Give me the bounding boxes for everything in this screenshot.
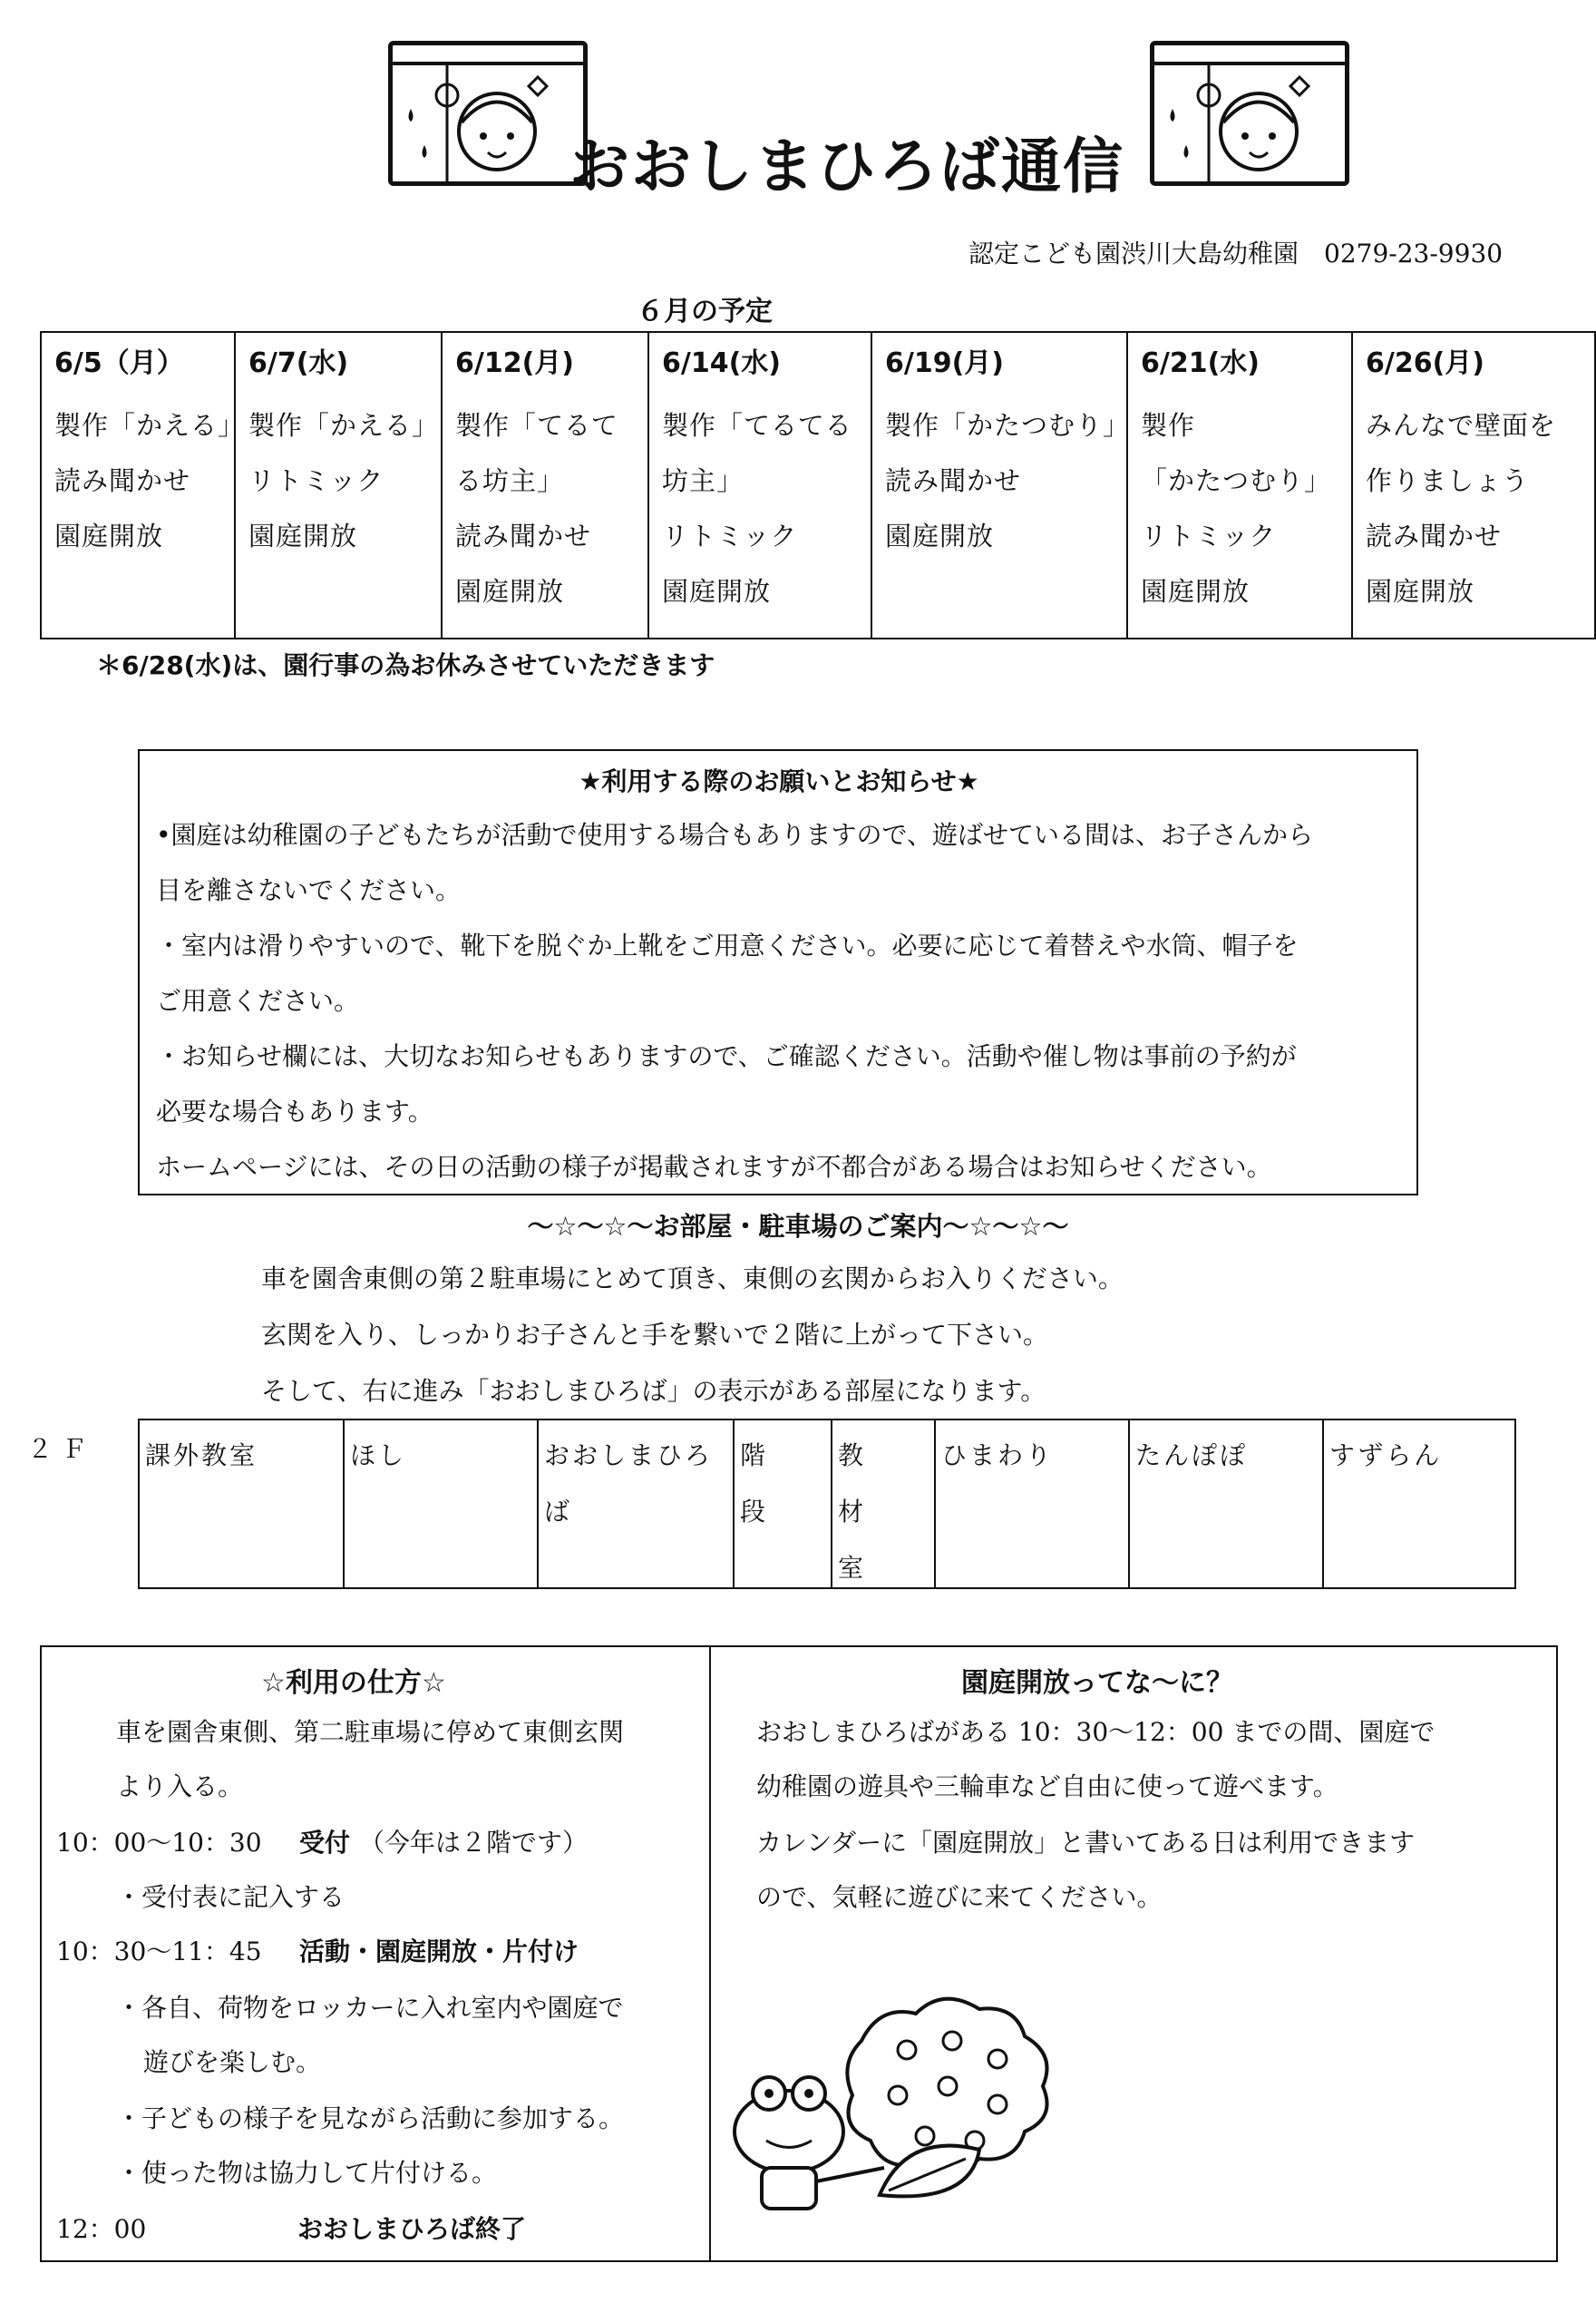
notice-title: ★利用する際のお願いとお知らせ★ xyxy=(579,766,979,796)
frog-hydrangea-illustration xyxy=(725,1986,1106,2222)
schedule-date: 6/14(水) xyxy=(662,347,782,379)
room-cell: 教材室 xyxy=(832,1420,936,1587)
schedule-item: 園庭開放 xyxy=(1366,576,1475,607)
schedule-item: 製作「かえる」 xyxy=(54,410,246,441)
newsletter-title: おおしまひろば通信 xyxy=(569,132,1124,201)
usage-title: ☆利用の仕方☆ xyxy=(261,1667,446,1699)
room-cell: 階段 xyxy=(735,1420,832,1587)
schedule-item: 製作「かえる」 xyxy=(248,410,440,441)
usage-intro: 車を園舎東側、第二駐車場に停めて東側玄関 xyxy=(116,1717,625,1747)
notice-line: ホームページには、その日の活動の様子が掲載されますが不都合がある場合はお知らせください。 xyxy=(156,1152,1272,1182)
room-cell: すずらん xyxy=(1329,1440,1443,1470)
window-girl-illustration-right xyxy=(1150,41,1349,186)
schedule-item: 園庭開放 xyxy=(662,576,772,607)
notice-line: 目を離さないでください。 xyxy=(156,875,462,905)
schedule-item: 坊主」 xyxy=(662,465,744,496)
floor-label: ２Ｆ xyxy=(27,1434,97,1464)
reception-note: （今年は２階です） xyxy=(359,1828,589,1858)
schedule-date: 6/5（月） xyxy=(54,347,184,379)
reception-label: 受付 xyxy=(299,1828,351,1858)
activity-sub: 遊びを楽しむ。 xyxy=(143,2047,322,2077)
schedule-item: リトミック xyxy=(662,521,798,551)
reception-time: 10：00〜10：30 xyxy=(56,1828,262,1858)
schedule-item: リトミック xyxy=(248,465,384,496)
organization-contact: 認定こども園渋川大島幼稚園 0279-23-9930 xyxy=(968,239,1504,268)
schedule-item: 「かたつむり」 xyxy=(1141,465,1332,496)
schedule-item: 読み聞かせ xyxy=(885,465,1022,496)
guide-line: 車を園舎東側の第２駐車場にとめて頂き、東側の玄関からお入りください。 xyxy=(261,1263,1124,1293)
schedule-item: 園庭開放 xyxy=(1141,576,1251,607)
schedule-item: 製作「てるて xyxy=(455,410,618,441)
guide-line: そして、右に進み「おおしまひろば」の表示がある部屋になります。 xyxy=(261,1376,1046,1406)
schedule-item: る坊主」 xyxy=(455,465,565,496)
activity-sub: ・使った物は協力して片付ける。 xyxy=(116,2158,498,2188)
schedule-item: リトミック xyxy=(1141,521,1277,551)
schedule-date: 6/7(水) xyxy=(248,347,349,379)
notice-line: ・室内は滑りやすいので、靴下を脱ぐか上靴をご用意ください。必要に応じて着替えや水筒、帽子を xyxy=(156,931,1299,961)
schedule-date: 6/12(月) xyxy=(455,347,575,379)
floor-map-table xyxy=(138,1419,1516,1589)
schedule-item: 読み聞かせ xyxy=(1366,521,1503,551)
garden-line: ので、気軽に遊びに来てください。 xyxy=(756,1882,1163,1912)
schedule-day xyxy=(649,333,872,638)
notice-box xyxy=(138,749,1418,1195)
schedule-table xyxy=(40,331,1596,639)
schedule-day xyxy=(1353,333,1594,638)
schedule-day xyxy=(42,333,246,638)
schedule-day xyxy=(1128,333,1353,638)
closure-note: ＊6/28(水)は、園行事の為お休みさせていただきます xyxy=(96,650,715,680)
activity-label: 活動・園庭開放・片付け xyxy=(299,1937,579,1966)
window-girl-illustration-left xyxy=(388,41,588,186)
notice-line: •園庭は幼稚園の子どもたちが活動で使用する場合もありますので、遊ばせている間は、お子さんから xyxy=(156,820,1313,850)
schedule-item: 読み聞かせ xyxy=(455,521,592,551)
schedule-date: 6/26(月) xyxy=(1366,347,1485,379)
schedule-item: 園庭開放 xyxy=(885,521,995,551)
schedule-date: 6/19(月) xyxy=(885,347,1005,379)
room-cell: ひまわり xyxy=(936,1420,1130,1587)
schedule-item: 園庭開放 xyxy=(455,576,565,607)
room-cell: 課外教室 xyxy=(140,1420,345,1587)
notice-line: ご用意ください。 xyxy=(156,986,360,1016)
garden-line: 幼稚園の遊具や三輪車など自由に使って遊べます。 xyxy=(756,1771,1338,1801)
reception-sub: ・受付表に記入する xyxy=(116,1882,345,1912)
activity-sub: ・子どもの様子を見ながら活動に参加する。 xyxy=(116,2103,625,2133)
guide-line: 玄関を入り、しっかりお子さんと手を繋いで２階に上がって下さい。 xyxy=(261,1320,1049,1350)
schedule-item: 読み聞かせ xyxy=(54,465,191,496)
room-cell: ほし xyxy=(345,1420,539,1587)
end-label: おおしまひろば終了 xyxy=(297,2214,527,2244)
end-time: 12：00 xyxy=(56,2214,147,2244)
schedule-item: 製作「かたつむり」 xyxy=(885,410,1131,441)
room-guide-title: 〜☆〜☆〜お部屋・駐車場のご案内〜☆〜☆〜 xyxy=(527,1211,1069,1242)
room-cell: たんぽぽ xyxy=(1130,1420,1324,1587)
notice-line: 必要な場合もあります。 xyxy=(156,1097,433,1127)
schedule-date: 6/21(水) xyxy=(1141,347,1260,379)
column-divider xyxy=(709,1645,711,2262)
activity-sub: ・各自、荷物をロッカーに入れ室内や園庭で xyxy=(116,1993,624,2023)
garden-title: 園庭開放ってな〜に？ xyxy=(961,1667,1233,1699)
room-cell: おおしまひろば xyxy=(539,1420,735,1587)
schedule-item: みんなで壁面を xyxy=(1366,410,1557,441)
schedule-item: 製作「てるてる xyxy=(662,410,852,441)
schedule-item: 園庭開放 xyxy=(248,521,358,551)
schedule-day xyxy=(872,333,1131,638)
garden-line: おおしまひろばがある 10：30〜12：00 までの間、園庭で xyxy=(756,1717,1435,1747)
schedule-day xyxy=(443,333,649,638)
garden-line: カレンダーに「園庭開放」と書いてある日は利用できます xyxy=(756,1828,1416,1858)
notice-line: ・お知らせ欄には、大切なお知らせもありますので、ご確認ください。活動や催し物は事前の予約が xyxy=(156,1041,1297,1071)
schedule-day xyxy=(236,333,443,638)
schedule-title: ６月の予定 xyxy=(637,296,773,327)
usage-intro: より入る。 xyxy=(116,1771,244,1801)
schedule-item: 作りましょう xyxy=(1366,465,1530,496)
schedule-item: 製作 xyxy=(1141,410,1196,441)
activity-time: 10：30〜11：45 xyxy=(56,1937,262,1966)
schedule-item: 園庭開放 xyxy=(54,521,164,551)
